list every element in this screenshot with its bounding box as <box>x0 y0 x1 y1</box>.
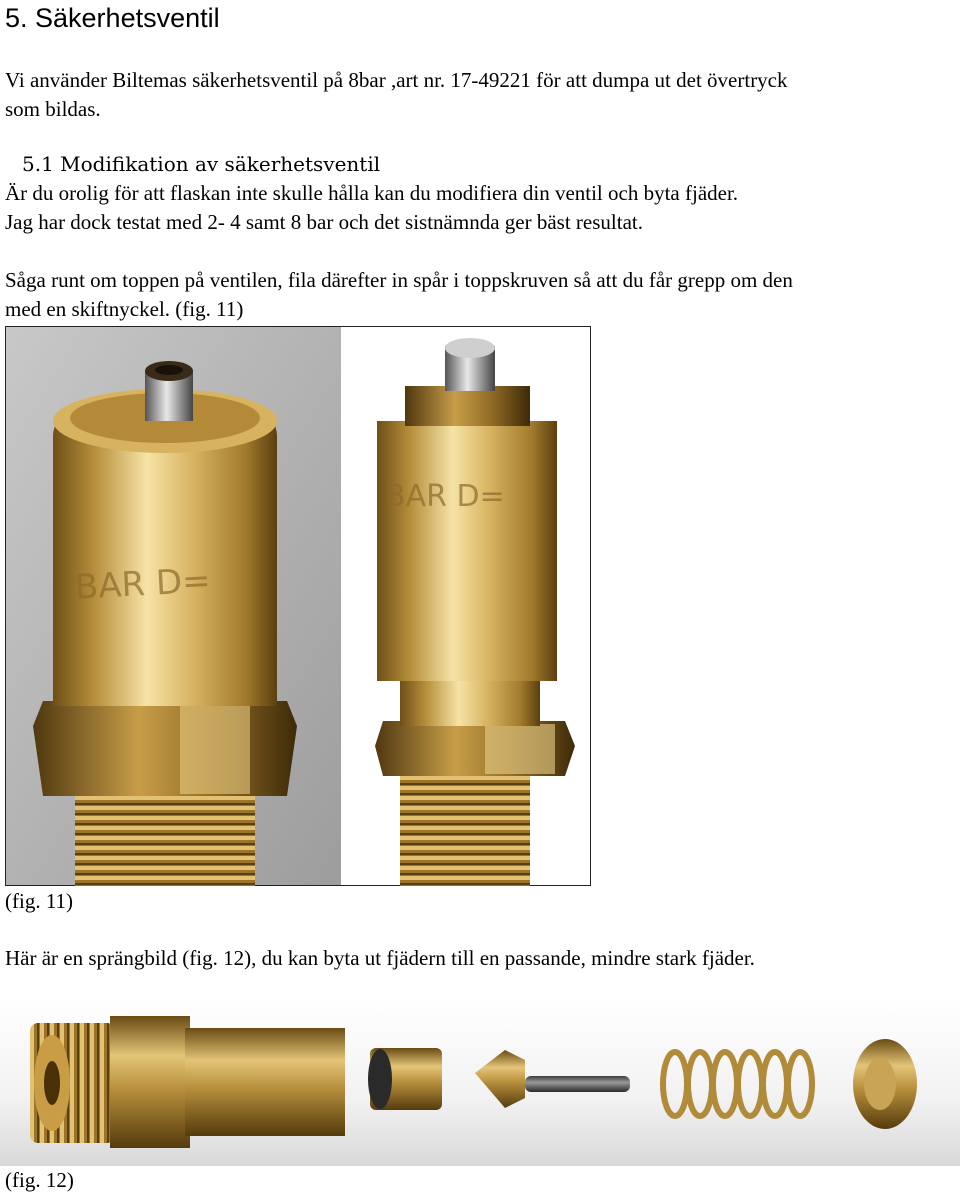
paragraph-2-line-2: med en skiftnyckel. (fig. 11) <box>5 297 244 321</box>
paragraph-2-line-1: Såga runt om toppen på ventilen, fila därefter in spår i toppskruven så att du får grepp om den <box>5 268 793 292</box>
figure-11-caption: (fig. 11) <box>5 889 74 913</box>
valve-left-engraving: BAR D= <box>73 560 212 608</box>
paragraph-3-line-1: Här är en sprängbild (fig. 12), du kan byta ut fjädern till en passande, mindre stark fjäder. <box>5 946 755 970</box>
figure-12-caption: (fig. 12) <box>5 1168 74 1192</box>
valve-body-part <box>30 1016 345 1148</box>
subsection-title: 5.1 Modifikation av säkerhetsventil <box>22 152 381 176</box>
intro-line-2: som bildas. <box>5 97 101 121</box>
valve-right-engraving: BAR D= <box>385 479 505 514</box>
intro-line-1: Vi använder Biltemas säkerhetsventil på 8bar ,art nr. 17-49221 för att dumpa ut det övertryck <box>5 68 788 92</box>
paragraph-1-line-2: Jag har dock testat med 2- 4 samt 8 bar och det sistnämnda ger bäst resultat. <box>5 210 643 234</box>
cap-part <box>368 1048 442 1110</box>
section-title: 5. Säkerhetsventil <box>5 3 220 33</box>
figure-12-photo <box>0 998 960 1166</box>
top-screw-part <box>853 1039 917 1129</box>
figure-11-photo <box>5 326 591 886</box>
paragraph-1-line-1: Är du orolig för att flaskan inte skulle hålla kan du modifiera din ventil och byta fjäder. <box>5 181 739 205</box>
